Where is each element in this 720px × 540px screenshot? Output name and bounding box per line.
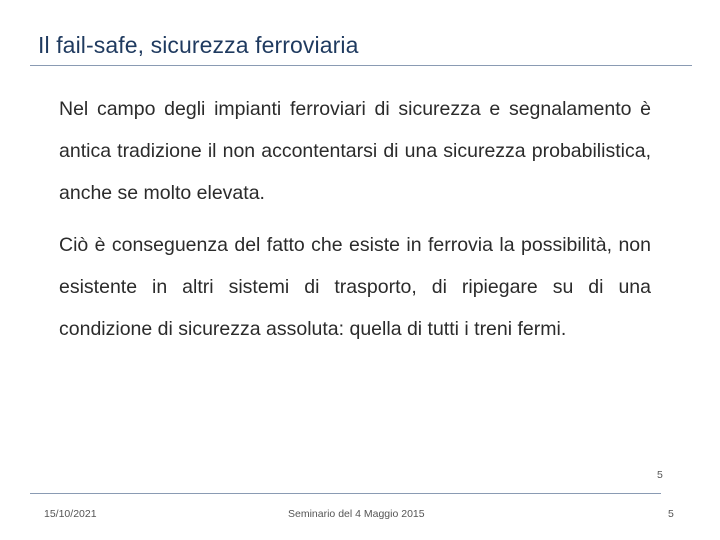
footer-event: Seminario del 4 Maggio 2015 <box>288 508 425 520</box>
body-paragraph-2: Ciò è conseguenza del fatto che esiste in ferrovia la possibilità, non esistente in altri sistemi di trasporto, di ripiegare su di una condizione di sicurezza assoluta: quella di tutti i treni fermi. <box>59 234 651 340</box>
page-number-bottom: 5 <box>668 508 674 520</box>
title-divider <box>30 65 692 66</box>
footer-date: 15/10/2021 <box>44 508 97 520</box>
page-number-top: 5 <box>657 469 663 481</box>
slide-body <box>59 88 651 350</box>
footer-divider <box>30 493 661 494</box>
body-paragraph-1: Nel campo degli impianti ferroviari di sicurezza e segnalamento è antica tradizione il non accontentarsi di una sicurezza probabilistica, anche se molto elevata. <box>59 98 651 204</box>
slide-title: Il fail-safe, sicurezza ferroviaria <box>38 32 359 58</box>
